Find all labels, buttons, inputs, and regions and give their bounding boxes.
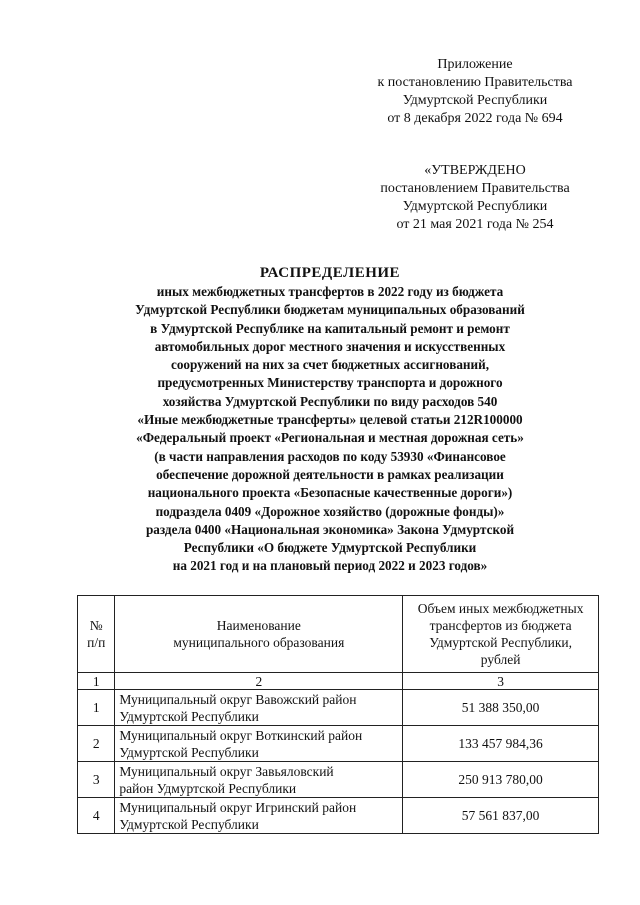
title-line: обеспечение дорожной деятельности в рамках реализации [156,466,504,482]
column-number-cell: 1 [78,673,115,690]
row-number-cell: 1 [78,690,115,726]
table-row [78,798,599,834]
appendix-block [360,56,590,128]
title-line: в Удмуртской Республике на капитальный ремонт и ремонт [150,320,510,336]
approval-block [360,162,590,234]
title-line: национального проекта «Безопасные качественные дороги») [147,485,513,501]
header-text: рублей [480,652,521,667]
municipality-name-line: Удмуртской Республики [119,744,259,760]
row-number-cell: 4 [78,798,115,834]
municipality-name-line: Муниципальный округ Игринский район [119,799,357,815]
header-text: Объем иных межбюджетных [417,601,584,616]
table-row [78,726,599,762]
title-line: предусмотренных Министерству транспорта и дорожного [157,375,503,391]
title-line: Республики «О бюджете Удмуртской Республики [183,540,477,556]
municipality-name-cell [115,690,403,726]
title-line: Удмуртской Республики бюджетам муниципальных образований [135,302,525,318]
title-line: «Федеральный проект «Региональная и местная дорожная сеть» [136,430,524,446]
column-number-cell: 2 [115,673,403,690]
title-line: на 2021 год и на плановый период 2022 и 2023 годов» [172,558,488,574]
title-line: хозяйства Удмуртской Республики по виду расходов 540 [162,393,498,409]
row-number-cell: 2 [78,726,115,762]
column-number-cell: 3 [403,673,599,690]
row-number-cell: 3 [78,762,115,798]
amount-cell: 57 561 837,00 [403,798,599,834]
header-text: п/п [87,635,106,650]
title-heading: РАСПРЕДЕЛЕНИЕ [259,265,401,281]
table-row [78,690,599,726]
municipality-name-line: Муниципальный округ Завьяловский [119,763,334,779]
appendix-line: Приложение [437,57,513,72]
municipality-name-line: Муниципальный округ Вавожский район [119,691,357,707]
approval-line: «УТВЕРЖДЕНО [424,163,526,178]
municipality-name-line: Муниципальный округ Воткинский район [119,727,363,743]
approval-line: Удмуртской Республики [402,199,548,214]
appendix-line: от 8 декабря 2022 года № 694 [387,111,563,126]
approval-line: постановлением Правительства [380,181,570,196]
header-text: Удмуртской Республики, [429,635,572,650]
header-number-cell [78,596,115,673]
header-text: № [89,618,103,633]
municipality-name-cell [115,726,403,762]
municipality-name-cell [115,762,403,798]
column-number-row [78,673,599,690]
distribution-table [77,595,599,834]
appendix-line: Удмуртской Республики [402,93,548,108]
title-line: сооружений на них за счет бюджетных ассигнований, [170,357,490,373]
table-row [78,762,599,798]
title-line: иных межбюджетных трансфертов в 2022 году из бюджета [156,284,504,299]
title-line: «Иные межбюджетные трансферты» целевой статьи 212R100000 [137,412,523,428]
municipality-name-line: Удмуртской Республики [119,816,259,832]
table-header-row [78,596,599,673]
amount-cell: 133 457 984,36 [403,726,599,762]
municipality-name-line: район Удмуртской Республики [119,780,297,796]
header-name-cell [115,596,403,673]
title-line: (в части направления расходов по коду 53930 «Финансовое [154,448,506,464]
municipality-name-line: Удмуртской Республики [119,708,259,724]
header-text: трансфертов из бюджета [429,618,572,633]
title-line: подраздела 0409 «Дорожное хозяйство (дорожные фонды)» [155,503,505,519]
appendix-line: к постановлению Правительства [377,75,573,90]
title-line: раздела 0400 «Национальная экономика» Закона Удмуртской [145,521,515,537]
header-amount-cell [403,596,599,673]
amount-cell: 250 913 780,00 [403,762,599,798]
amount-cell: 51 388 350,00 [403,690,599,726]
municipality-name-cell [115,798,403,834]
approval-line: от 21 мая 2021 года № 254 [396,217,554,232]
header-text: Наименование [216,618,301,633]
title-line: автомобильных дорог местного значения и искусственных [154,338,506,354]
header-text: муниципального образования [173,635,345,650]
document-title [60,264,600,576]
